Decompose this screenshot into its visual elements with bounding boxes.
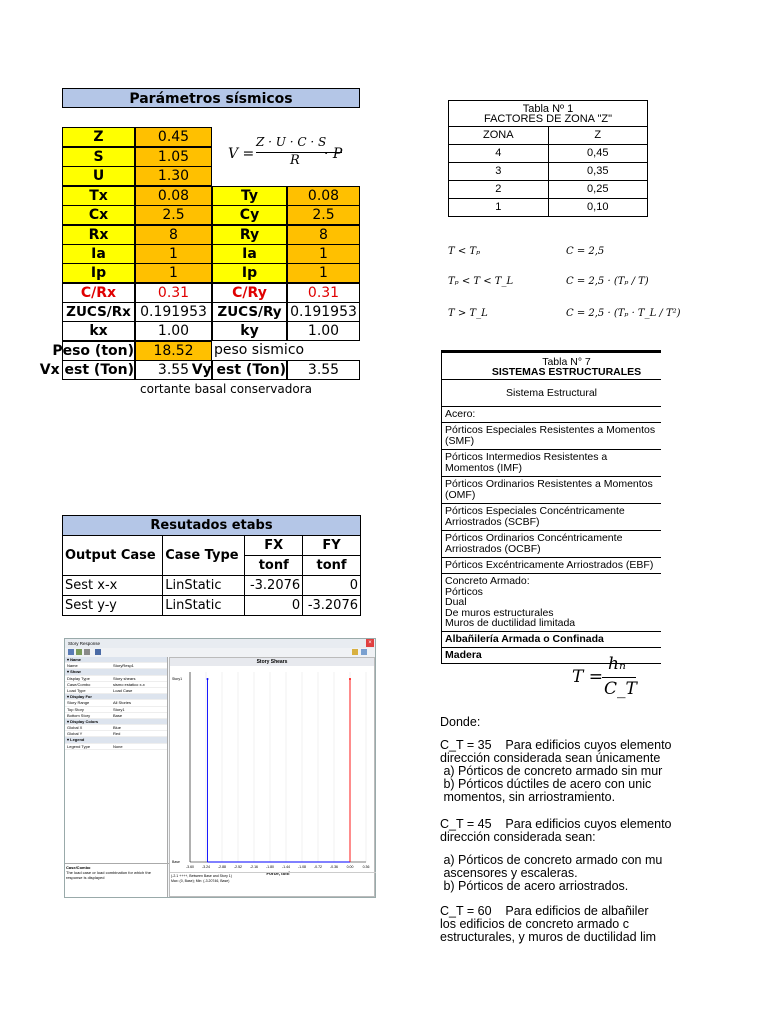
formula-tail: · P [324, 146, 343, 162]
property-row: ▾ Display For [65, 694, 167, 700]
donde-p3: a) Pórticos de concreto armado con mu ascensores y escaleras. b) Pórticos de acero arriostrados. [443, 853, 663, 893]
list-item: Pórticos Ordinarios Concéntricamente Arriostrados (OCBF) [442, 531, 661, 558]
fx-unit: tonf [245, 556, 303, 576]
tabla7-title: Tabla N° 7 [542, 356, 591, 368]
tabla1-subtitle: FACTORES DE ZONA "Z" [483, 113, 612, 125]
period-num: hₙ [608, 654, 626, 674]
property-row[interactable]: Case/Combo sismo estatico x-x [65, 682, 167, 688]
list-item: Albañilería Armada o Confinada [442, 632, 661, 648]
property-row[interactable]: Load Type Load Case [65, 688, 167, 694]
row-fy: -3.2076 [303, 596, 361, 616]
cry-value: 0.31 [287, 283, 360, 303]
kx-label: kx [62, 321, 135, 341]
col-output-case: Output Case [63, 536, 163, 576]
formula-lhs: V = [228, 146, 255, 162]
vy-est-label: Vy est (Ton) [191, 362, 286, 378]
formula-den: R [290, 153, 300, 168]
c-case-val: C = 2,5 [566, 246, 605, 257]
donde-block [440, 715, 672, 944]
tick-label: -2.88 [218, 865, 226, 869]
property-row: ▾ Show [65, 669, 167, 675]
tick-label: 0.36 [362, 865, 370, 869]
chart-panel [169, 657, 375, 897]
tabla-sistemas [441, 350, 661, 664]
s-value: 1.05 [135, 147, 212, 167]
tabla1-header: ZONA Z [449, 126, 647, 144]
ia-y-label: Ia [212, 244, 287, 264]
list-item: Pórticos Especiales Concéntricamente Arriostrados (SCBF) [442, 504, 661, 531]
peso-note: peso sismico [214, 342, 305, 358]
story-shear-plot [170, 666, 374, 896]
ry-value: 8 [287, 225, 360, 245]
row-type: LinStatic [163, 596, 245, 616]
donde-p1: C_T = 35 Para edificios cuyos elemento dirección considerada sean únicamente a) Pórticos de concreto armado sin mur b) Pórticos dúctiles de acero con unic momentos, sin arriostramiento. [440, 738, 672, 804]
cy-value: 2.5 [287, 205, 360, 225]
list-item: Acero: [442, 407, 661, 423]
help-title: Case/Combo [66, 865, 91, 870]
x-axis-label: Force, tonf [266, 871, 290, 876]
tx-label: Tx [62, 186, 135, 206]
ia-x-label: Ia [62, 244, 135, 264]
tick-label: -1.80 [266, 865, 274, 869]
close-icon[interactable]: × [366, 639, 374, 647]
list-item: Pórticos Ordinarios Resistentes a Momentos (OMF) [442, 477, 661, 504]
tick-label: -0.72 [314, 865, 322, 869]
tick-label: -2.16 [250, 865, 258, 869]
cx-label: Cx [62, 205, 135, 225]
ia-y-value: 1 [287, 244, 360, 264]
list-item: Pórticos Intermedios Resistentes a Momentos (IMF) [442, 450, 661, 477]
cx-value: 2.5 [135, 205, 212, 225]
vy-est-value: 3.55 [287, 360, 360, 380]
tick-label: -1.44 [282, 865, 290, 869]
formula-num: Z · U · C · S [256, 135, 327, 149]
tick-label: 0.00 [346, 865, 354, 869]
rx-label: Rx [62, 225, 135, 245]
property-row[interactable]: Top Story Story1 [65, 707, 167, 713]
status-line: (-2.1 ++++, Between Base and Story 1) [171, 874, 232, 878]
ty-value: 0.08 [287, 186, 360, 206]
crx-label: C/Rx [62, 283, 135, 303]
window-title: Story Response [68, 641, 101, 646]
status-bar [170, 872, 376, 884]
property-row[interactable]: Bottom Story Base [65, 713, 167, 719]
row-case: Sest x-x [63, 576, 163, 596]
ip-y-value: 1 [287, 263, 360, 283]
z-label: Z [62, 127, 135, 147]
property-row[interactable]: Name StoryResp1 [65, 663, 167, 669]
property-row: ▾ Name [65, 657, 167, 663]
table-row: 1 0,10 [449, 198, 647, 216]
ky-value: 1.00 [287, 321, 360, 341]
zucs-rx-value: 0.191953 [135, 302, 212, 322]
property-row: ▾ Legend [65, 737, 167, 743]
row-fx: -3.2076 [245, 576, 303, 596]
cy-label: Cy [212, 205, 287, 225]
peso-value: 18.52 [135, 341, 212, 361]
tick-label: -3.24 [202, 865, 210, 869]
tick-label: -1.08 [298, 865, 306, 869]
z-value: 0.45 [135, 127, 212, 147]
c-case-cond: T < Tₚ [448, 246, 481, 257]
tick-label: -0.36 [330, 865, 338, 869]
story-label: Base [172, 860, 180, 864]
c-case-cond: T > T_L [448, 308, 488, 319]
table-row: 4 0,45 [449, 144, 647, 162]
property-row[interactable]: Display Type Story shears [65, 676, 167, 682]
pencil-icon[interactable] [352, 649, 358, 655]
row-case: Sest y-y [63, 596, 163, 616]
tabla-zona [448, 100, 648, 217]
kx-value: 1.00 [135, 321, 212, 341]
period-formula [572, 654, 652, 700]
properties-panel [65, 657, 168, 897]
tabla7-subtitle: SISTEMAS ESTRUCTURALES [491, 366, 642, 378]
rx-value: 8 [135, 225, 212, 245]
save-icon[interactable] [68, 649, 74, 655]
tx-value: 0.08 [135, 186, 212, 206]
story-label: Story1 [172, 677, 183, 681]
row-fx: 0 [245, 596, 303, 616]
zucs-ry-label: ZUCS/Ry [212, 302, 287, 322]
property-row[interactable]: Story Range All Stories [65, 700, 167, 706]
list-item: Pórticos Excéntricamente Arriostrados (EBF) [442, 558, 661, 574]
base-shear-formula [228, 133, 353, 173]
etabs-results-table [62, 515, 361, 616]
note-text: cortante basal conservadora [140, 382, 312, 396]
table-row [63, 576, 361, 596]
row-type: LinStatic [163, 576, 245, 596]
property-row[interactable]: Global X Blue [65, 725, 167, 731]
list-item: Pórticos Especiales Resistentes a Momentos (SMF) [442, 423, 661, 450]
col-fy: FY [303, 536, 361, 556]
vx-est-label: Vx est (Ton) [39, 362, 134, 378]
global-x-point [207, 678, 209, 680]
table-row [63, 596, 361, 616]
col-fx: FX [245, 536, 303, 556]
period-lhs: T = [572, 667, 603, 687]
status-line: Max: (0, Base); Min: (-3.20746, Base) [171, 878, 230, 883]
etabs-title: Resutados etabs [63, 516, 361, 536]
ky-label: ky [212, 321, 287, 341]
print-icon[interactable] [95, 649, 101, 655]
ty-label: Ty [212, 186, 287, 206]
fy-unit: tonf [303, 556, 361, 576]
table-row: 2 0,25 [449, 180, 647, 198]
vx-est-value: 3.55 [135, 360, 212, 380]
ry-label: Ry [212, 225, 287, 245]
zucs-ry-value: 0.191953 [287, 302, 360, 322]
peso-label: Peso (ton) [52, 343, 134, 359]
ip-x-label: Ip [62, 263, 135, 283]
list-item: Madera [442, 648, 661, 664]
tabla1-title: Tabla Nº 1 [522, 103, 574, 115]
toolbar [65, 648, 375, 657]
donde-p2: C_T = 45 Para edificios cuyos elemento dirección considerada sean: [440, 817, 672, 844]
c-case-val: C = 2,5 · (Tₚ / T) [566, 276, 649, 287]
col-case-type: Case Type [163, 536, 245, 576]
c-case-val: C = 2,5 · (Tₚ · T_L / T²) [566, 308, 681, 319]
table-row: 3 0,35 [449, 162, 647, 180]
export-icon[interactable] [84, 649, 90, 655]
u-label: U [62, 166, 135, 186]
crx-value: 0.31 [135, 283, 212, 303]
s-label: S [62, 147, 135, 167]
row-fy: 0 [303, 576, 361, 596]
story-response-window [64, 638, 376, 898]
pin-icon[interactable] [361, 649, 367, 655]
table-icon[interactable] [76, 649, 82, 655]
c-case-cond: Tₚ < T < T_L [448, 276, 514, 287]
cry-label: C/Ry [212, 283, 287, 303]
global-y-point [349, 678, 351, 680]
ip-x-value: 1 [135, 263, 212, 283]
donde-p4: C_T = 60 Para edificios de albañiler los edificios de concreto armado c estructurales, y muros de ductilidad lim [440, 904, 657, 944]
tabla7-col: Sistema Estructural [442, 380, 661, 407]
ia-x-value: 1 [135, 244, 212, 264]
help-box [65, 863, 169, 881]
chart-title: Story Shears [170, 658, 374, 666]
property-row[interactable]: Global Y Red [65, 731, 167, 737]
params-title: Parámetros sísmicos [62, 88, 360, 108]
tick-label: -3.60 [186, 865, 194, 869]
u-value: 1.30 [135, 166, 212, 186]
ip-y-label: Ip [212, 263, 287, 283]
donde-title: Donde: [440, 715, 481, 729]
tick-label: -2.52 [234, 865, 242, 869]
list-item: Concreto Armado: Pórticos Dual De muros estructurales Muros de ductilidad limitada [442, 574, 661, 632]
property-row[interactable]: Legend Type None [65, 744, 167, 750]
zucs-rx-label: ZUCS/Rx [62, 302, 135, 322]
help-text: The load case or load combination for which the response is displayed [66, 870, 151, 880]
period-den: C_T [604, 679, 637, 699]
property-row: ▾ Display Colors [65, 719, 167, 725]
